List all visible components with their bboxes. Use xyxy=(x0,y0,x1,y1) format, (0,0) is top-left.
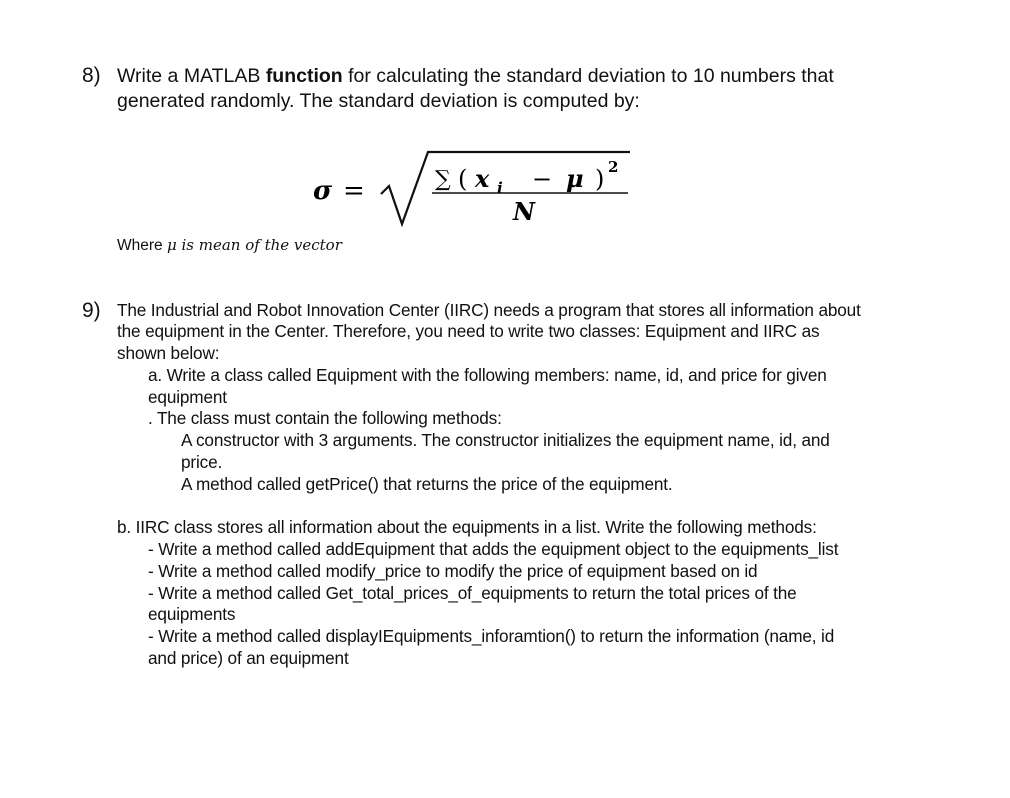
intro-line: shown below: xyxy=(117,343,220,363)
sigma-symbol: σ xyxy=(313,176,333,206)
intro-line: The Industrial and Robot Innovation Center (IIRC) needs a program that stores all information about xyxy=(117,300,861,320)
exponent: 2 xyxy=(608,158,619,176)
mu-symbol: μ xyxy=(566,164,584,193)
denominator: N xyxy=(513,197,535,226)
part-a-line: equipment xyxy=(148,387,227,407)
x-variable: x xyxy=(475,164,490,193)
close-paren: ) xyxy=(595,165,605,193)
part-a-method-line: price. xyxy=(181,452,223,472)
where-note xyxy=(117,236,342,255)
x-subscript: i xyxy=(497,179,503,197)
equals-sign: = xyxy=(343,176,365,206)
question-8-bold-word: function xyxy=(265,65,343,87)
standard-deviation-formula xyxy=(0,0,1010,240)
minus-sign: − xyxy=(532,165,553,193)
question-9-number: 9) xyxy=(82,299,101,322)
question-8-text-end: for calculating the standard deviation to 10 numbers that xyxy=(342,65,834,87)
open-paren: ( xyxy=(458,165,468,193)
part-b-item: equipments xyxy=(148,604,236,624)
question-8-text-start: Write a MATLAB xyxy=(117,65,266,87)
sum-symbol: ∑ xyxy=(435,167,451,192)
part-a-line: a. Write a class called Equipment with the following members: name, id, and price for given xyxy=(148,365,827,385)
part-b-item: - Write a method called modify_price to modify the price of equipment based on id xyxy=(148,561,758,581)
question-8-line-2: generated randomly. The standard deviation is computed by: xyxy=(117,90,640,112)
part-a-method-line: A constructor with 3 arguments. The constructor initializes the equipment name, id, and xyxy=(181,430,830,450)
question-8-number: 8) xyxy=(82,64,101,87)
part-a-line: . The class must contain the following methods: xyxy=(148,408,502,428)
part-b-item: - Write a method called addEquipment that adds the equipment object to the equipments_list xyxy=(148,539,839,559)
part-b-intro: b. IIRC class stores all information about the equipments in a list. Write the following methods: xyxy=(117,517,817,537)
part-b-item: - Write a method called Get_total_prices_of_equipments to return the total prices of the xyxy=(148,583,797,603)
part-a-method-line: A method called getPrice() that returns the price of the equipment. xyxy=(181,474,673,494)
where-prefix: Where xyxy=(117,237,167,254)
part-b-item: and price) of an equipment xyxy=(148,648,349,668)
square-root-sign xyxy=(381,152,630,224)
where-math: μ is mean of the vector xyxy=(166,236,342,254)
question-8-line-1 xyxy=(117,65,834,88)
part-b-item: - Write a method called displayIEquipments_inforamtion() to return the information (name, id xyxy=(148,626,835,646)
intro-line: the equipment in the Center. Therefore, you need to write two classes: Equipment and IIRC as xyxy=(117,321,820,341)
